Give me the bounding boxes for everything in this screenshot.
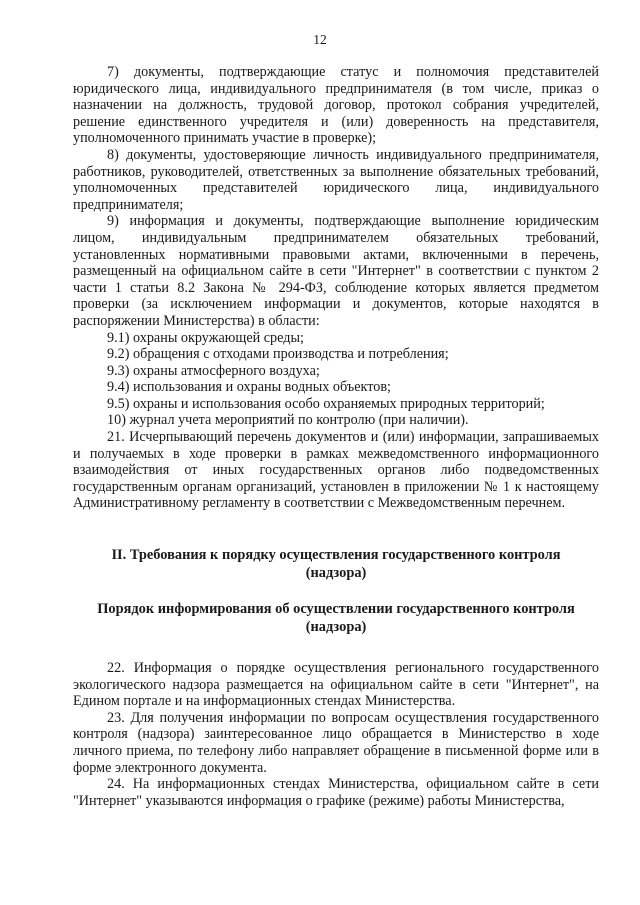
section-spacer <box>73 512 599 546</box>
paragraph-item-9: 9) информация и документы, подтверждающие выполнение юридическим лицом, индивидуальным предпринимателем обязательных требований, установленных нормативными правовыми актами, включенными в перечень, размещенный на официальном сайте в сети "Интернет" в соответствии с пунктом 2 части 1 статьи 8.2 Закона № 294-ФЗ, соблюдение которых является предметом проверки (за исключением информации и документов, которые находятся в распоряжении Министерства) в области: <box>73 213 599 329</box>
paragraph-item-8: 8) документы, удостоверяющие личность индивидуального предпринимателя, работников, руководителей, ответственных за выполнение обязательных требований, уполномоченных представителей юридического лица, индивидуального предпринимателя; <box>73 146 599 213</box>
heading-spacer <box>73 582 599 600</box>
paragraph-item-9-5: 9.5) охраны и использования особо охраняемых природных территорий; <box>107 395 545 412</box>
section-heading: II. Требования к порядку осуществления государственного контроля (надзора) <box>111 547 561 582</box>
paragraph-item-9-3: 9.3) охраны атмосферного воздуха; <box>107 362 320 379</box>
paragraph-item-24: 24. На информационных стендах Министерства, официальном сайте в сети "Интернет" указываются информация о графике (режиме) работы Министерства, <box>73 776 599 809</box>
document-body <box>73 64 599 809</box>
paragraph-item-9-4: 9.4) использования и охраны водных объектов; <box>107 379 391 396</box>
subsection-heading: Порядок информирования об осуществлении государственного контроля (надзора) <box>97 601 575 636</box>
paragraph-item-23: 23. Для получения информации по вопросам осуществления государственного контроля (надзора) заинтересованное лицо обращается в Министерство в ходе личного приема, по телефону либо направляет обращение в письменной форме или в форме электронного документа. <box>73 709 599 776</box>
paragraph-item-21: 21. Исчерпывающий перечень документов и (или) информации, запрашиваемых и получаемых в ходе проверки в рамках межведомственного информационного взаимодействия от иных государственных органов либо подведомственных государственным органам организаций, установлен в приложении № 1 к настоящему Административному регламенту в соответствии с Межведомственным перечнем. <box>73 429 599 512</box>
paragraph-item-7: 7) документы, подтверждающие статус и полномочия представителей юридического лица, индивидуального предпринимателя (в том числе, приказ о назначении на должность, трудовой договор, протокол собрания учредителей, решение единственного учредителя и (или) доверенность на представителя, уполномоченного принимать участие в проверке); <box>73 64 599 147</box>
paragraph-item-22: 22. Информация о порядке осуществления регионального государственного экологического надзора размещается на официальном сайте в сети "Интернет", на Едином портале и на информационных стендах Министерства. <box>73 660 599 710</box>
subsection-spacer <box>73 636 599 660</box>
paragraph-item-10: 10) журнал учета мероприятий по контролю (при наличии). <box>107 412 469 429</box>
paragraph-item-9-1: 9.1) охраны окружающей среды; <box>107 329 304 346</box>
page-number: 12 <box>313 32 327 47</box>
paragraph-item-9-2: 9.2) обращения с отходами производства и потребления; <box>107 346 449 363</box>
